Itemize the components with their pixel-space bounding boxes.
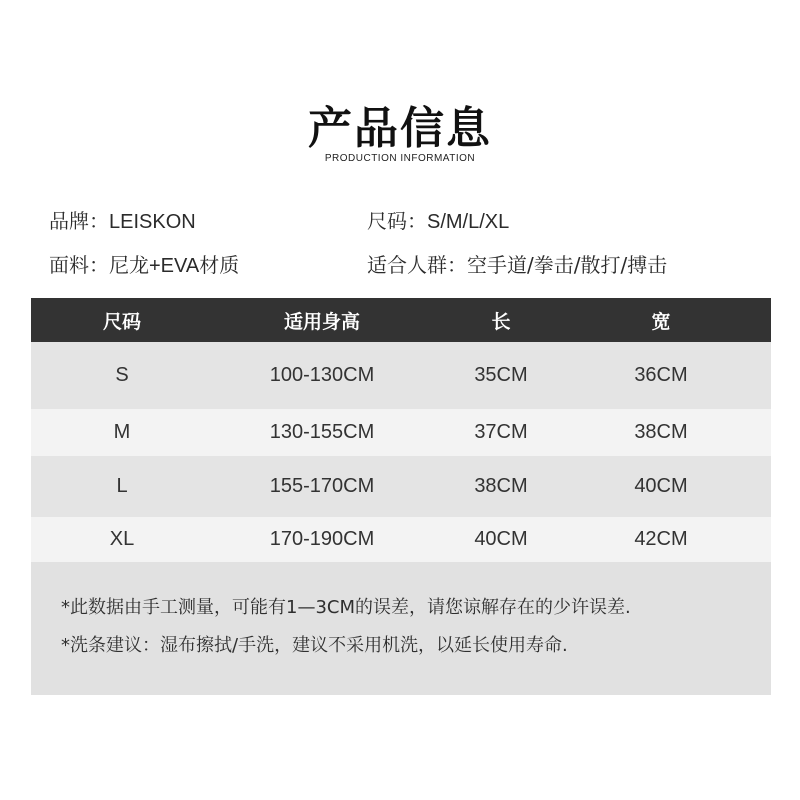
size-label: 尺码： bbox=[367, 209, 427, 233]
page-title: 产品信息 bbox=[308, 103, 492, 154]
audience-value: 空手道/拳击/散打/搏击 bbox=[467, 253, 668, 277]
size-value: S/M/L/XL bbox=[427, 211, 510, 233]
cell-length: 37CM bbox=[474, 421, 528, 443]
material-label: 面料： bbox=[49, 253, 109, 277]
size-table bbox=[31, 298, 771, 562]
cell-width: 36CM bbox=[634, 364, 688, 386]
measurement-note: *此数据由手工测量，可能有1—3CM的误差，请您谅解存在的少许误差. bbox=[61, 597, 631, 618]
cell-height: 170-190CM bbox=[269, 528, 375, 550]
table-header bbox=[31, 298, 771, 342]
material-value: 尼龙+EVA材质 bbox=[109, 255, 240, 277]
brand-info bbox=[49, 205, 196, 234]
washing-note: *洗条建议：湿布擦拭/手洗，建议不采用机洗，以延长使用寿命. bbox=[61, 635, 568, 656]
size-info bbox=[367, 205, 509, 234]
audience-info bbox=[367, 249, 667, 278]
notes-panel bbox=[31, 562, 771, 695]
cell-length: 38CM bbox=[474, 475, 528, 497]
brand-value: LEISKON bbox=[109, 211, 196, 233]
header-height: 适用身高 bbox=[283, 310, 360, 333]
cell-length: 35CM bbox=[474, 364, 528, 386]
table-row bbox=[31, 456, 771, 517]
table-row bbox=[31, 342, 771, 409]
cell-size: XL bbox=[109, 528, 135, 550]
table-row bbox=[31, 409, 771, 456]
cell-width: 40CM bbox=[634, 475, 688, 497]
brand-label: 品牌： bbox=[49, 209, 109, 233]
page-subtitle: PRODUCTION INFORMATION bbox=[324, 153, 476, 164]
material-info bbox=[49, 249, 239, 278]
cell-length: 40CM bbox=[474, 528, 528, 550]
cell-width: 42CM bbox=[634, 528, 688, 550]
cell-size: L bbox=[116, 475, 128, 497]
cell-height: 100-130CM bbox=[269, 364, 375, 386]
cell-width: 38CM bbox=[634, 421, 688, 443]
header-width: 宽 bbox=[651, 310, 671, 333]
cell-size: M bbox=[113, 421, 131, 443]
table-row bbox=[31, 517, 771, 562]
cell-height: 130-155CM bbox=[269, 421, 375, 443]
audience-label: 适合人群： bbox=[367, 253, 467, 277]
header-length: 长 bbox=[491, 310, 511, 333]
header-size: 尺码 bbox=[102, 310, 141, 333]
cell-height: 155-170CM bbox=[269, 475, 375, 497]
cell-size: S bbox=[115, 364, 129, 386]
